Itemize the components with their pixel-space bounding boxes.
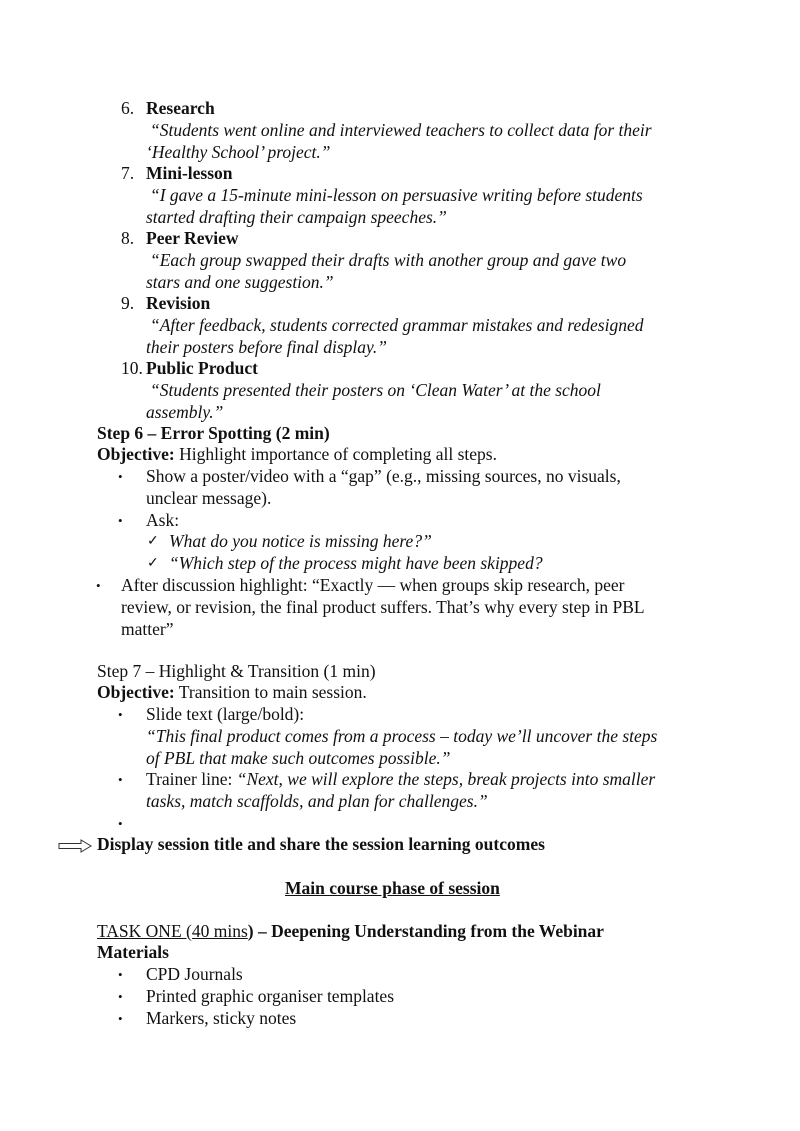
trainer-quote: tasks, match scaffolds, and plan for challenges.” [146,791,488,811]
bullet-icon: • [118,513,123,528]
step6-after-text: review, or revision, the final product suffers. That’s why every step in PBL [121,597,645,617]
step-number: 10. [121,358,143,378]
step-quote-line: their posters before final display.” [146,337,387,357]
step-quote-line: “After feedback, students corrected grammar mistakes and redesigned [150,315,644,335]
step7-heading: Step 7 – Highlight & Transition (1 min) [97,661,376,681]
ask-question: What do you notice is missing here?” [169,531,432,551]
materials-heading: Materials [97,942,169,962]
step-quote-line: “Students presented their posters on ‘Clean Water’ at the school [150,380,601,400]
slide-quote-line: of PBL that make such outcomes possible.” [146,748,451,768]
step-number: 8. [121,228,135,248]
step-title: Peer Review [146,228,239,248]
bullet-icon: • [118,1011,123,1026]
bullet-icon: • [96,578,101,593]
display-outcomes-line: Display session title and share the session learning outcomes [97,834,545,854]
trainer-label: Trainer line: [146,769,237,789]
step6-objective [97,443,497,465]
step-title: Revision [146,293,211,313]
step6-heading: Step 6 – Error Spotting (2 min) [97,423,330,443]
bullet-icon: • [118,469,123,484]
step6-after-text: matter” [121,619,174,639]
slide-quote-line: “This final product comes from a process – today we’ll uncover the steps [146,726,658,746]
step6-bullet-text: unclear message). [146,488,272,508]
step6-bullet-text: Show a poster/video with a “gap” (e.g., missing sources, no visuals, [146,466,621,486]
step-title: Public Product [146,358,258,378]
step6-bullet-text: Ask: [146,510,180,530]
check-icon: ✓ [147,556,159,571]
check-icon: ✓ [147,534,159,549]
bullet-icon: • [118,707,123,722]
bullet-icon: • [118,772,123,787]
materials-item: Printed graphic organiser templates [146,986,395,1006]
step-number: 7. [121,163,135,183]
step-number: 6. [121,98,135,118]
objective-label: Objective: [97,682,175,702]
step-quote-line: “Each group swapped their drafts with another group and gave two [150,250,627,270]
materials-item: Markers, sticky notes [146,1008,297,1028]
bullet-icon: • [118,816,123,831]
step-quote-line: ‘Healthy School’ project.” [146,142,331,162]
step-title: Research [146,98,215,118]
step-quote-line: “I gave a 15-minute mini-lesson on persuasive writing before students [150,185,643,205]
bullet-icon: • [118,967,123,982]
step-quote-line: “Students went online and interviewed teachers to collect data for their [150,120,652,140]
step7-bullet-text: Slide text (large/bold): [146,704,305,724]
step-quote-line: assembly.” [146,402,224,422]
bullet-icon: • [118,989,123,1004]
step7-objective [97,681,367,703]
step6-after-text: After discussion highlight: “Exactly — when groups skip research, peer [121,575,625,595]
trainer-quote: “Next, we will explore the steps, break projects into smaller [236,769,656,789]
objective-text: Transition to main session. [174,682,367,702]
ask-question: “Which step of the process might have been skipped? [169,553,543,573]
right-arrow-icon [58,839,92,853]
task-one-label: TASK ONE (40 mins [97,921,248,941]
main-course-heading: Main course phase of session [285,878,500,898]
step-quote-line: started drafting their campaign speeches.” [146,207,447,227]
task-one-title: ) – Deepening Understanding from the Webinar [247,921,604,941]
step-title: Mini-lesson [146,163,233,183]
step-number: 9. [121,293,135,313]
objective-text: Highlight importance of completing all steps. [174,444,497,464]
trainer-line [146,768,655,790]
task-one-heading [97,920,604,942]
objective-label: Objective: [97,444,175,464]
materials-item: CPD Journals [146,964,243,984]
step-quote-line: stars and one suggestion.” [146,272,334,292]
